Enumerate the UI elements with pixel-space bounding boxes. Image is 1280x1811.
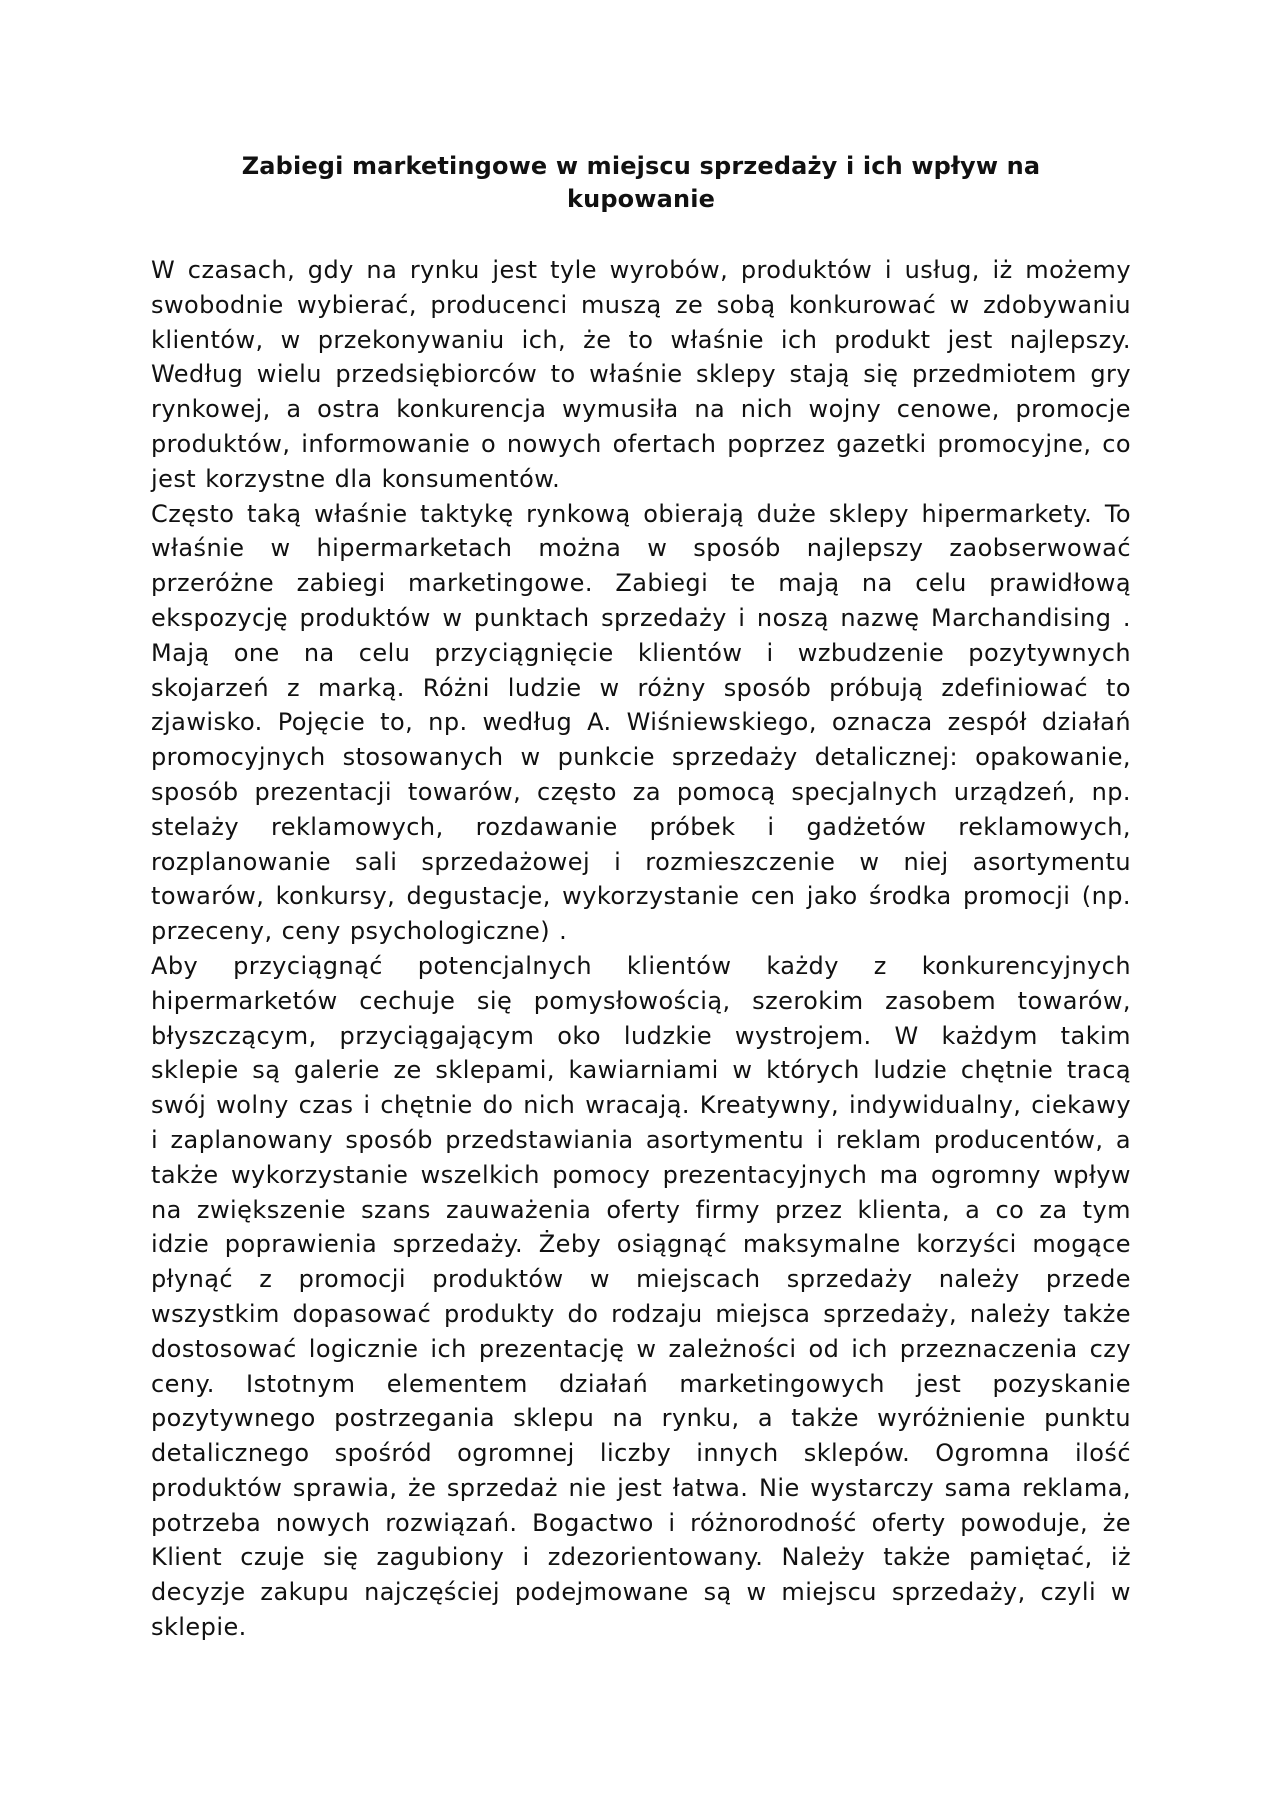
document-title — [151, 150, 1131, 216]
paragraph: Aby przyciągnąć potencjalnych klientów każdy z konkurencyjnych hipermarketów cechuje się pomysłowością, szerokim zasobem towarów, błyszczącym, przyciągającym oko ludzkie wystrojem. W każdym takim sklepie są galerie ze sklepami, kawiarniami w których ludzie chętnie tracą swój wolny czas i chętnie do nich wracają. Kreatywny, indywidualny, ciekawy i zaplanowany sposób przedstawiania asortymentu i reklam producentów, a także wykorzystanie wszelkich pomocy prezentacyjnych ma ogromny wpływ na zwiększenie szans zauważenia oferty firmy przez klienta, a co za tym idzie poprawienia sprzedaży. Żeby osiągnąć maksymalne korzyści mogące płynąć z promocji produktów w miejscach sprzedaży należy przede wszystkim dopasować produkty do rodzaju miejsca sprzedaży, należy także dostosować logicznie ich prezentację w zależności od ich przeznaczenia czy ceny. Istotnym elementem działań marketingowych jest pozyskanie pozytywnego postrzegania sklepu na rynku, a także wyróżnienie punktu detalicznego spośród ogromnej liczby innych sklepów. Ogromna ilość produktów sprawia, że sprzedaż nie jest łatwa. Nie wystarczy sama reklama, potrzeba nowych rozwiązań. Bogactwo i różnorodność oferty powoduje, że Klient czuje się zagubiony i zdezorientowany. Należy także pamiętać, iż decyzje zakupu najczęściej podejmowane są w miejscu sprzedaży, czyli w sklepie. — [151, 951, 1131, 1642]
document-page — [151, 150, 1131, 1645]
paragraph: Często taką właśnie taktykę rynkową obierają duże sklepy hipermarkety. To właśnie w hipermarketach można w sposób najlepszy zaobserwować przeróżne zabiegi marketingowe. Zabiegi te mają na celu prawidłową ekspozycję produktów w punktach sprzedaży i noszą nazwę Marchandising . Mają one na celu przyciągnięcie klientów i wzbudzenie pozytywnych skojarzeń z marką. Różni ludzie w różny sposób próbują zdefiniować to zjawisko. Pojęcie to, np. według A. Wiśniewskiego, oznacza zespół działań promocyjnych stosowanych w punkcie sprzedaży detalicznej: opakowanie, sposób prezentacji towarów, często za pomocą specjalnych urządzeń, np. stelaży reklamowych, rozdawanie próbek i gadżetów reklamowych, rozplanowanie sali sprzedażowej i rozmieszczenie w niej asortymentu towarów, konkursy, degustacje, wykorzystanie cen jako środka promocji (np. przeceny, ceny psychologiczne) . — [151, 499, 1131, 946]
title-line: kupowanie — [566, 185, 716, 213]
paragraph: W czasach, gdy na rynku jest tyle wyrobów, produktów i usług, iż możemy swobodnie wybierać, producenci muszą ze sobą konkurować w zdobywaniu klientów, w przekonywaniu ich, że to właśnie ich produkt jest najlepszy. Według wielu przedsiębiorców to właśnie sklepy stają się przedmiotem gry rynkowej, a ostra konkurencja wymusiła na nich wojny cenowe, promocje produktów, informowanie o nowych ofertach poprzez gazetki promocyjne, co jest korzystne dla konsumentów. — [151, 256, 1131, 493]
title-line: Zabiegi marketingowe w miejscu sprzedaży i ich wpływ na — [241, 152, 1041, 180]
document-body — [151, 253, 1131, 1645]
